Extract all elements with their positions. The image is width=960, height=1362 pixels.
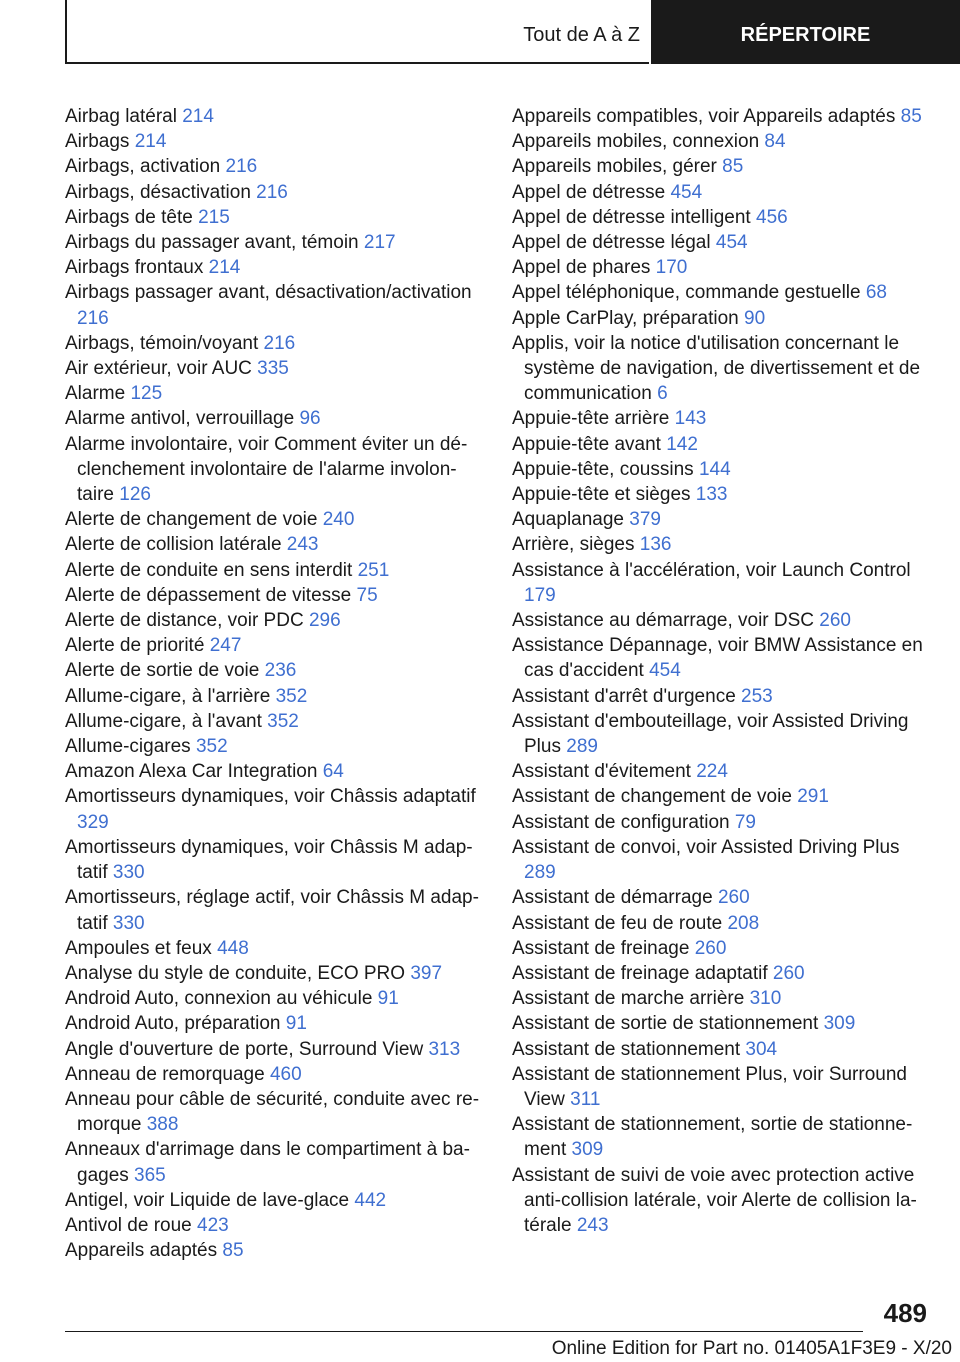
index-entry-term: Assistant de suivi de voie avec protection active anti-collision latérale, voir Alerte de collision latérale (512, 1164, 917, 1236)
index-entry-term: Airbags (65, 131, 135, 153)
index-entry-page-link[interactable]: 170 (655, 257, 688, 279)
index-entry-page-link[interactable]: 216 (263, 332, 296, 354)
index-entry-term: Anneaux d'arrimage dans le compartiment à bagages (65, 1139, 470, 1186)
index-entry (65, 104, 483, 129)
index-entry (512, 608, 930, 633)
index-entry (65, 432, 483, 508)
header-section-title: Tout de A à Z (523, 24, 640, 46)
index-entry (65, 709, 483, 734)
index-entry (512, 684, 930, 709)
index-entry-page-link[interactable]: 214 (134, 131, 167, 153)
index-entry-term: Anneau pour câble de sécurité, conduite avec remorque (65, 1088, 480, 1136)
index-entry-term: Android Auto, préparation (65, 1013, 286, 1035)
index-entry-term: Assistant de changement de voie (512, 786, 798, 808)
index-entry-term: Assistant de stationnement, sortie de stationnement (512, 1114, 913, 1161)
index-entry-term: Analyse du style de conduite, ECO PRO (65, 962, 411, 984)
index-entry (512, 205, 930, 230)
index-entry-term: Applis, voir la notice d'utilisation concernant le système de navigation, de divertissement et de communication (512, 332, 921, 405)
index-entry-page-link[interactable]: 352 (275, 685, 308, 707)
index-entry (512, 230, 930, 255)
index-entry (65, 684, 483, 709)
index-entry (65, 986, 483, 1011)
index-entry-page-link[interactable]: 215 (198, 206, 230, 228)
index-entry-term: Assistant de stationnement Plus, voir Surround View (512, 1063, 907, 1110)
index-entry-term: Appuie-tête, coussins (512, 458, 699, 480)
index-entry (65, 936, 483, 961)
index-entry-term: Allume-cigares (65, 736, 196, 758)
index-entry-page-link[interactable]: 126 (119, 484, 151, 506)
index-entry (65, 1011, 483, 1036)
index-entry-term: Airbags passager avant, désactivation/activation (65, 282, 472, 304)
index-entry (512, 331, 930, 407)
page-number: 489 (883, 1298, 927, 1328)
index-entry (512, 1011, 930, 1036)
index-entry-page-link[interactable]: 217 (363, 232, 396, 254)
index-entry (65, 1062, 483, 1087)
index-entry (512, 104, 930, 129)
index-entry-page-link[interactable]: 456 (756, 206, 788, 228)
index-entry-page-link[interactable]: 352 (267, 710, 299, 732)
index-entry-term: Assistance à l'accélération, voir Launch Control (512, 559, 911, 581)
index-entry-page-link[interactable]: 125 (130, 383, 163, 405)
index-entry (65, 532, 483, 557)
index-entry-page-link[interactable]: 289 (566, 736, 598, 758)
index-entry-page-link[interactable]: 442 (354, 1189, 387, 1211)
index-entry-page-link[interactable]: 85 (222, 1240, 244, 1262)
index-entry-page-link[interactable]: 296 (308, 610, 341, 632)
index-entry (65, 633, 483, 658)
index-entry (65, 558, 483, 583)
index-entry-term: Appuie-tête arrière (512, 408, 675, 430)
index-entry-term: Alerte de conduite en sens interdit (65, 559, 358, 581)
index-entry (65, 1037, 483, 1062)
index-entry-page-link[interactable]: 329 (77, 811, 109, 833)
index-entry-page-link[interactable]: 291 (797, 786, 829, 808)
index-entry (512, 986, 930, 1011)
index-entry-page-link[interactable]: 388 (146, 1114, 179, 1136)
index-entry (65, 1087, 483, 1137)
index-entry-term: Alerte de priorité (65, 635, 210, 657)
index-entry-page-link[interactable]: 352 (195, 736, 228, 758)
index-entry-page-link[interactable]: 330 (112, 912, 145, 934)
index-entry-page-link[interactable]: 330 (112, 862, 145, 884)
index-entry-term: Alerte de changement de voie (65, 509, 323, 531)
header-rule-left (65, 0, 67, 64)
index-entry (65, 205, 483, 230)
index-entry-page-link[interactable]: 84 (764, 131, 786, 153)
index-entry-term: Assistant de configuration (512, 811, 735, 833)
index-entry-page-link[interactable]: 96 (299, 408, 321, 430)
index-entry-term: Appel de phares (512, 257, 656, 279)
index-entry-term: Assistant de démarrage (512, 887, 718, 909)
index-entry-page-link[interactable]: 260 (772, 962, 805, 984)
index-entry-term: Alerte de distance, voir PDC (65, 610, 309, 632)
index-entry-page-link[interactable]: 304 (745, 1038, 778, 1060)
index-entry-term: Appel téléphonique, commande gestuelle (512, 282, 866, 304)
index-entry-term: Assistant de freinage adaptatif (512, 962, 773, 984)
index-entry (512, 784, 930, 809)
index-entry-page-link[interactable]: 208 (727, 912, 760, 934)
index-entry-term: Alarme (65, 383, 131, 405)
index-entry-page-link[interactable]: 313 (428, 1038, 461, 1060)
index-entry (512, 180, 930, 205)
footer-edition-text: Online Edition for Part no. 01405A1F3E9 - X/20 (551, 1338, 952, 1359)
index-entry (65, 583, 483, 608)
index-entry-term: Assistant de sortie de stationnement (512, 1013, 824, 1035)
index-entry-page-link[interactable]: 289 (524, 862, 556, 884)
index-entry (512, 961, 930, 986)
index-entry (65, 1238, 483, 1263)
index-entry-term: Amortisseurs dynamiques, voir Châssis M adaptatif (65, 836, 473, 884)
index-entry-page-link[interactable]: 224 (696, 761, 728, 783)
index-entry (512, 280, 930, 305)
index-entry (65, 331, 483, 356)
index-entry (65, 230, 483, 255)
index-entry-page-link[interactable]: 68 (865, 282, 887, 304)
index-entry-term: Assistance au démarrage, voir DSC (512, 610, 820, 632)
index-entry-page-link[interactable]: 454 (649, 660, 681, 682)
index-entry (65, 608, 483, 633)
index-entry-page-link[interactable]: 379 (629, 509, 661, 531)
index-entry (512, 507, 930, 532)
index-entry-page-link[interactable]: 335 (257, 358, 289, 380)
index-entry-page-link[interactable]: 136 (639, 534, 672, 556)
index-entry-page-link[interactable]: 240 (322, 509, 355, 531)
index-entry (512, 255, 930, 280)
index-entry-page-link[interactable]: 247 (209, 635, 242, 657)
index-entry-term: Airbags frontaux (65, 257, 209, 279)
index-entry (65, 1213, 483, 1238)
index-entry-page-link[interactable]: 75 (356, 584, 378, 606)
index-entry-page-link[interactable]: 144 (698, 458, 731, 480)
index-entry-page-link[interactable]: 214 (182, 106, 214, 127)
index-entry (65, 784, 483, 834)
index-entry-page-link[interactable]: 214 (208, 257, 241, 279)
index-entry-term: Appel de détresse légal (512, 232, 716, 254)
index-entry-page-link[interactable]: 454 (715, 232, 748, 254)
index-entry-page-link[interactable]: 260 (694, 937, 727, 959)
index-entry (65, 129, 483, 154)
index-entry-page-link[interactable]: 454 (670, 181, 703, 203)
index-entry (65, 255, 483, 280)
index-entry (512, 306, 930, 331)
index-entry-page-link[interactable]: 216 (77, 307, 109, 329)
index-entry-page-link[interactable]: 6 (657, 383, 668, 405)
index-column-left (65, 104, 483, 1263)
index-entry-term: Assistance Dépannage, voir BMW Assistance en cas d'accident (512, 635, 923, 682)
footer-rule (65, 1331, 863, 1332)
index-entry-page-link[interactable]: 251 (357, 559, 390, 581)
index-entry-page-link[interactable]: 310 (749, 988, 782, 1010)
index-entry (512, 1163, 930, 1239)
index-entry-term: Allume-cigare, à l'avant (65, 710, 268, 732)
index-entry-term: Amortisseurs dynamiques, voir Châssis adaptatif (65, 786, 476, 808)
index-entry-term: Arrière, sièges (512, 534, 640, 556)
index-entry-page-link[interactable]: 143 (674, 408, 707, 430)
index-entry-term: Appareils compatibles, voir Appareils adaptés (512, 106, 901, 127)
index-entry (512, 558, 930, 608)
index-entry-page-link[interactable]: 179 (524, 584, 556, 606)
index-entry-page-link[interactable]: 260 (819, 610, 851, 632)
index-entry-page-link[interactable]: 85 (900, 106, 922, 127)
index-entry-term: Airbags, désactivation (65, 181, 257, 203)
index-entry-page-link[interactable]: 365 (134, 1164, 166, 1186)
index-entry (512, 1062, 930, 1112)
index-entry-page-link[interactable]: 142 (666, 433, 698, 455)
index-entry-page-link[interactable]: 79 (734, 811, 756, 833)
index-entry-page-link[interactable]: 91 (285, 1013, 307, 1035)
index-entry (65, 180, 483, 205)
index-entry-term: Appareils mobiles, connexion (512, 131, 765, 153)
index-entry-term: Assistant de marche arrière (512, 988, 750, 1010)
index-entry-term: Airbags, activation (65, 156, 226, 178)
index-entry (512, 810, 930, 835)
index-entry-page-link[interactable]: 260 (717, 887, 750, 909)
index-entry (512, 759, 930, 784)
index-entry (512, 709, 930, 759)
index-entry-term: Assistant de feu de route (512, 912, 728, 934)
index-entry-term: Assistant d'arrêt d'urgence (512, 685, 742, 707)
index-entry (512, 911, 930, 936)
index-entry (65, 381, 483, 406)
index-entry (512, 457, 930, 482)
index-entry-term: Appareils adaptés (65, 1240, 223, 1262)
index-entry-term: Apple CarPlay, préparation (512, 307, 744, 329)
index-entry-term: Ampoules et feux (65, 937, 218, 959)
index-entry (512, 835, 930, 885)
index-entry-page-link[interactable]: 90 (744, 307, 766, 329)
index-entry-page-link[interactable]: 309 (571, 1139, 604, 1161)
index-entry (512, 885, 930, 910)
index-entry (512, 532, 930, 557)
index-entry (65, 885, 483, 935)
index-entry (65, 759, 483, 784)
index-entry-term: Appel de détresse (512, 181, 671, 203)
index-entry-page-link[interactable]: 311 (570, 1088, 601, 1110)
index-entry (65, 658, 483, 683)
index-entry-term: Assistant d'embouteillage, voir Assisted Driving Plus (512, 710, 909, 758)
index-entry-term: Aquaplanage (512, 509, 630, 531)
index-entry (65, 1137, 483, 1187)
index-entry (65, 1188, 483, 1213)
index-entry-term: Air extérieur, voir AUC (65, 358, 258, 380)
index-entry (512, 1037, 930, 1062)
index-entry (512, 1112, 930, 1162)
header-rule-bottom (65, 62, 649, 64)
index-entry-term: Airbag latéral (65, 106, 183, 127)
index-entry (65, 507, 483, 532)
index-entry-page-link[interactable]: 216 (225, 156, 258, 178)
index-entry-term: Alarme involontaire, voir Comment éviter un déclenchement involontaire de l'alarme involontaire (65, 433, 468, 506)
index-entry-term: Allume-cigare, à l'arrière (65, 685, 276, 707)
index-entry-term: Angle d'ouverture de porte, Surround View (65, 1038, 429, 1060)
index-entry-term: Airbags, témoin/voyant (65, 332, 264, 354)
index-entry-page-link[interactable]: 64 (322, 761, 344, 783)
index-entry (512, 154, 930, 179)
index-entry (65, 356, 483, 381)
index-entry (512, 406, 930, 431)
index-entry-page-link[interactable]: 236 (264, 660, 297, 682)
index-entry (65, 406, 483, 431)
index-entry-page-link[interactable]: 309 (823, 1013, 856, 1035)
index-entry-page-link[interactable]: 85 (722, 156, 744, 178)
index-entry-term: Appuie-tête et sièges (512, 484, 696, 506)
index-entry-term: Appel de détresse intelligent (512, 206, 756, 228)
index-entry-term: Assistant de convoi, voir Assisted Driving Plus (512, 836, 900, 858)
header-chapter-tab: RÉPERTOIRE (651, 0, 960, 64)
index-entry-page-link[interactable]: 91 (377, 988, 399, 1010)
index-entry-term: Amazon Alexa Car Integration (65, 761, 323, 783)
index-entry-page-link[interactable]: 448 (217, 937, 249, 959)
index-column-right (512, 104, 930, 1238)
index-entry-term: Appuie-tête avant (512, 433, 667, 455)
index-entry-term: Alerte de dépassement de vitesse (65, 584, 357, 606)
index-entry-term: Appareils mobiles, gérer (512, 156, 723, 178)
index-entry-page-link[interactable]: 397 (410, 962, 443, 984)
index-entry (512, 432, 930, 457)
index-entry-page-link[interactable]: 243 (286, 534, 319, 556)
index-entry-page-link[interactable]: 460 (269, 1063, 302, 1085)
index-entry (512, 633, 930, 683)
index-entry (65, 734, 483, 759)
index-entry (65, 280, 483, 330)
index-entry-page-link[interactable]: 133 (695, 484, 728, 506)
index-entry-term: Antivol de roue (65, 1214, 198, 1236)
index-entry-term: Alerte de collision latérale (65, 534, 287, 556)
index-entry-term: Amortisseurs, réglage actif, voir Châssis M adaptatif (65, 887, 479, 934)
index-entry (512, 129, 930, 154)
index-entry-page-link[interactable]: 216 (256, 181, 288, 203)
index-entry-term: Alarme antivol, verrouillage (65, 408, 300, 430)
index-entry-term: Anneau de remorquage (65, 1063, 270, 1085)
index-entry-term: Assistant de freinage (512, 937, 695, 959)
index-entry-term: Alerte de sortie de voie (65, 660, 265, 682)
index-entry-term: Antigel, voir Liquide de lave-glace (65, 1189, 355, 1211)
index-entry-page-link[interactable]: 243 (576, 1214, 609, 1236)
index-entry (65, 961, 483, 986)
index-entry-page-link[interactable]: 253 (741, 685, 773, 707)
index-entry (512, 936, 930, 961)
index-entry-page-link[interactable]: 423 (197, 1214, 229, 1236)
index-entry (512, 482, 930, 507)
index-entry-term: Airbags du passager avant, témoin (65, 232, 364, 254)
index-entry-term: Android Auto, connexion au véhicule (65, 988, 378, 1010)
index-entry-term: Airbags de tête (65, 206, 199, 228)
index-entry (65, 835, 483, 885)
index-entry-term: Assistant de stationnement (512, 1038, 746, 1060)
index-entry-term: Assistant d'évitement (512, 761, 697, 783)
index-entry (65, 154, 483, 179)
